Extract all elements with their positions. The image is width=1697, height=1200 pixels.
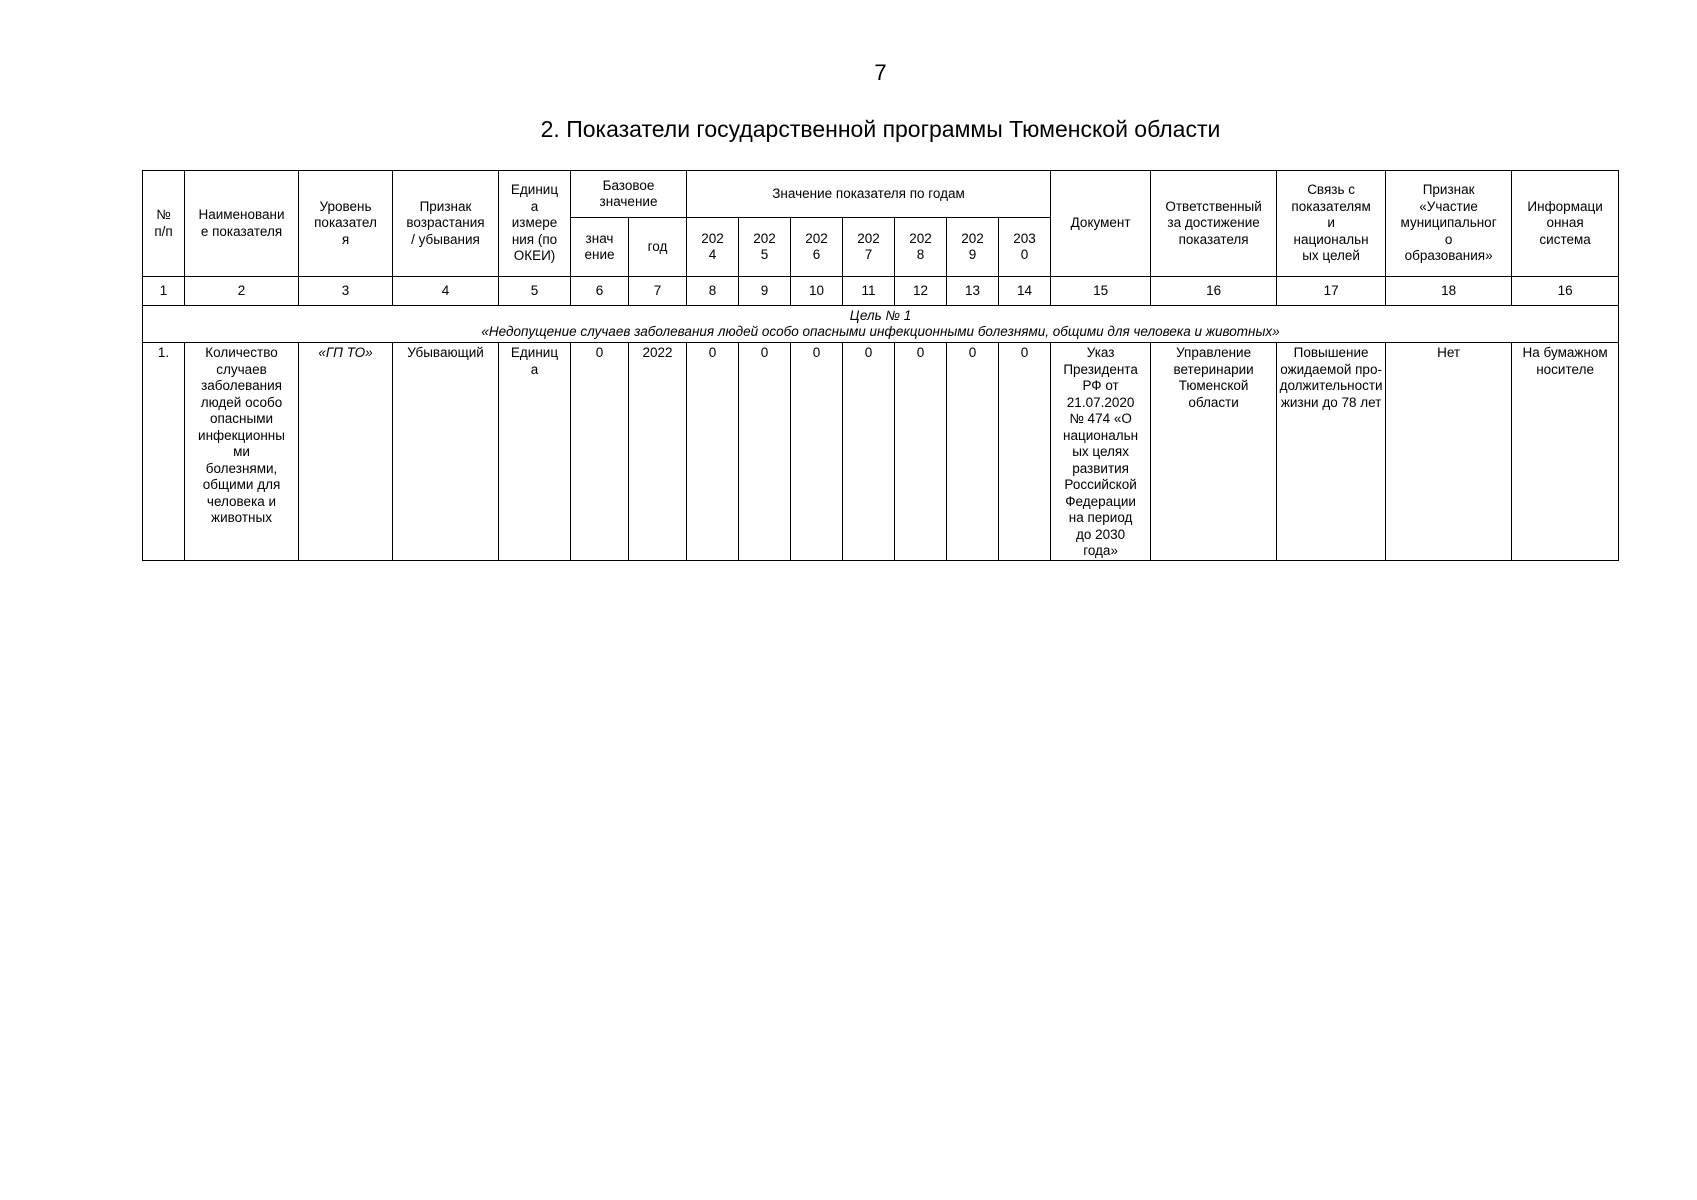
- page-number: 7: [874, 60, 887, 85]
- row-level: «ГП ТО»: [299, 343, 393, 561]
- column-number: 1: [143, 277, 185, 306]
- column-number: 13: [947, 277, 999, 306]
- column-number: 15: [1051, 277, 1151, 306]
- header-name: Наименовани е показателя: [185, 171, 299, 277]
- column-number: 8: [687, 277, 739, 306]
- header-num: № п/п: [143, 171, 185, 277]
- row-value: 0: [739, 343, 791, 561]
- row-info-system: На бумажном носителе: [1512, 343, 1619, 561]
- row-value: 0: [687, 343, 739, 561]
- row-value: 0: [895, 343, 947, 561]
- goal-label: Цель № 1: [849, 308, 912, 323]
- row-base-year: 2022: [629, 343, 687, 561]
- column-number: 14: [999, 277, 1051, 306]
- goal-cell: [143, 306, 1619, 343]
- row-base-value: 0: [571, 343, 629, 561]
- goal-row: [143, 306, 1619, 343]
- column-number: 11: [843, 277, 895, 306]
- header-year: 202 4: [687, 218, 739, 277]
- header-document: Документ: [1051, 171, 1151, 277]
- row-unit: Единиц а: [499, 343, 571, 561]
- column-number: 5: [499, 277, 571, 306]
- header-year: 202 5: [739, 218, 791, 277]
- row-trend: Убывающий: [393, 343, 499, 561]
- row-responsible: Управление ветеринарии Тюменской области: [1151, 343, 1277, 561]
- header-year: 202 9: [947, 218, 999, 277]
- row-indicator-name: Количество случаев заболевания людей особо опасными инфекционны ми болезнями, общими для человека и животных: [185, 343, 299, 561]
- row-value: 0: [843, 343, 895, 561]
- row-municipal: Нет: [1386, 343, 1512, 561]
- column-number: 7: [629, 277, 687, 306]
- header-trend: Признак возрастания / убывания: [393, 171, 499, 277]
- indicators-table: [142, 170, 1619, 561]
- row-link: Повышение ожидаемой про- должительности жизни до 78 лет: [1277, 343, 1386, 561]
- row-value: 0: [947, 343, 999, 561]
- header-link: Связь с показателям и национальн ых целей: [1277, 171, 1386, 277]
- header-responsible: Ответственный за достижение показателя: [1151, 171, 1277, 277]
- table-row: [143, 343, 1619, 561]
- header-municipal: Признак «Участие муниципальног о образования»: [1386, 171, 1512, 277]
- header-info-system: Информаци онная система: [1512, 171, 1619, 277]
- header-unit: Единиц а измере ния (по ОКЕИ): [499, 171, 571, 277]
- header-year: 202 8: [895, 218, 947, 277]
- header-year: 202 6: [791, 218, 843, 277]
- column-number: 6: [571, 277, 629, 306]
- column-number: 10: [791, 277, 843, 306]
- header-base-value: знач ение: [571, 218, 629, 277]
- document-title: 2. Показатели государственной программы Тюменской области: [540, 116, 1221, 142]
- column-number: 18: [1386, 277, 1512, 306]
- header-base: Базовое значение: [571, 171, 687, 218]
- row-document: Указ Президента РФ от 21.07.2020 № 474 «О национальн ых целях развития Российской Федерации на период до 2030 года»: [1051, 343, 1151, 561]
- header-year: 203 0: [999, 218, 1051, 277]
- header-base-year: год: [629, 218, 687, 277]
- column-number: 2: [185, 277, 299, 306]
- header-year: 202 7: [843, 218, 895, 277]
- goal-text: «Недопущение случаев заболевания людей особо опасными инфекционными болезнями, общими для человека и животных»: [481, 324, 1280, 339]
- column-number: 16: [1512, 277, 1619, 306]
- row-value: 0: [791, 343, 843, 561]
- header-level: Уровень показател я: [299, 171, 393, 277]
- row-num: 1.: [143, 343, 185, 561]
- row-value: 0: [999, 343, 1051, 561]
- column-number: 9: [739, 277, 791, 306]
- column-number: 12: [895, 277, 947, 306]
- column-number: 16: [1151, 277, 1277, 306]
- column-number: 3: [299, 277, 393, 306]
- column-numbers-row: [143, 277, 1619, 306]
- header-years-group: Значение показателя по годам: [687, 171, 1051, 218]
- column-number: 4: [393, 277, 499, 306]
- column-number: 17: [1277, 277, 1386, 306]
